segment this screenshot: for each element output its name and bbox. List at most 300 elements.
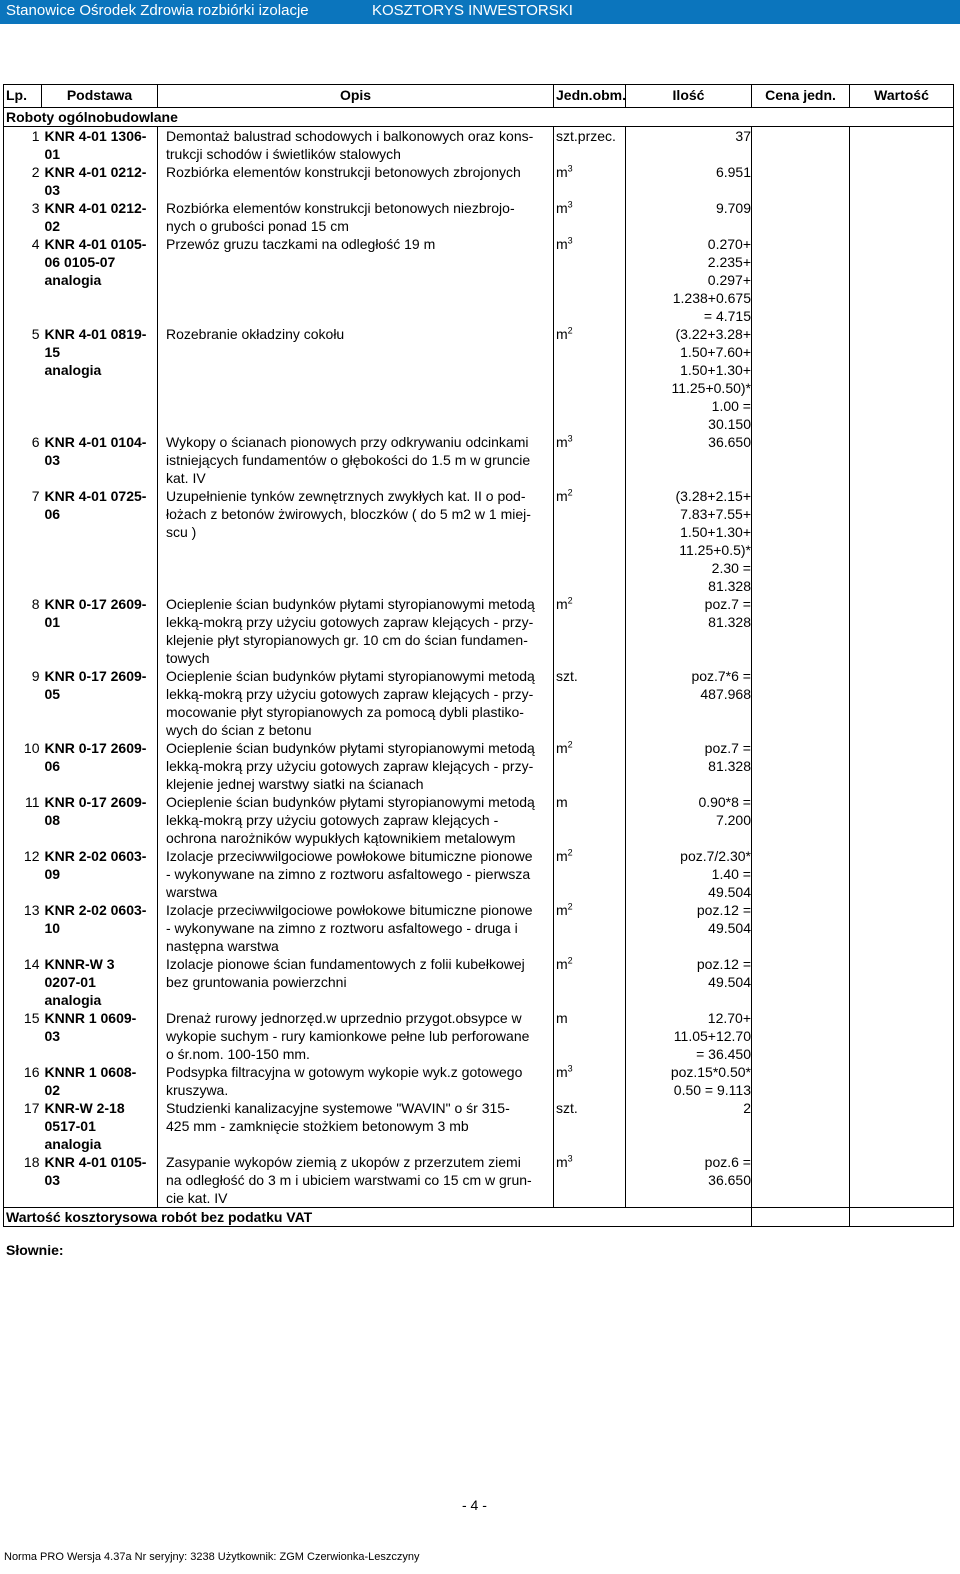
- basis-line: KNNR 1 0609-: [44, 1010, 137, 1026]
- total-label: Wartość kosztorysowa robót bez podatku VAT: [4, 1208, 752, 1227]
- row-number: 12: [4, 847, 42, 901]
- unit-cell: [554, 199, 626, 235]
- description-cell: [158, 127, 554, 164]
- unit-text: m: [556, 902, 568, 918]
- row-number: 5: [4, 325, 42, 433]
- value-cell: [850, 235, 954, 325]
- basis-line: KNR 4-01 0105-: [44, 236, 147, 252]
- basis-line: 02: [44, 1082, 61, 1098]
- row-number: 1: [4, 127, 42, 164]
- value-cell: [850, 433, 954, 487]
- description-line: - wykonywane na zimno z roztworu asfaltowego - pierwsza: [166, 866, 531, 882]
- unit-cell: [554, 739, 626, 793]
- basis-cell: [42, 433, 158, 487]
- cost-estimate-table: [3, 84, 954, 1227]
- quantity-line: = 4.715: [703, 308, 751, 324]
- header-document-type: KOSZTORYS INWESTORSKI: [372, 2, 573, 19]
- unit-price-cell: [752, 955, 850, 1009]
- quantity-line: poz.7/2.30*: [680, 848, 751, 864]
- unit-text: m: [556, 488, 568, 504]
- basis-line: 09: [44, 866, 61, 882]
- unit-exponent: 3: [567, 163, 573, 174]
- description-line: trukcji schodów i świetlików stalowych: [166, 146, 401, 162]
- basis-line: KNR 0-17 2609-: [44, 740, 147, 756]
- row-number: 7: [4, 487, 42, 595]
- basis-line: KNR 4-01 0212-: [44, 164, 147, 180]
- description-cell: [158, 667, 554, 739]
- description-line: kat. IV: [166, 470, 206, 486]
- table-row: [4, 127, 954, 164]
- basis-line: 03: [44, 1028, 61, 1044]
- unit-price-cell: [752, 1063, 850, 1099]
- row-number: 18: [4, 1153, 42, 1208]
- unit-cell: [554, 487, 626, 595]
- basis-line: 10: [44, 920, 61, 936]
- table-row: [4, 1063, 954, 1099]
- description-cell: [158, 235, 554, 325]
- table-row: [4, 235, 954, 325]
- description-cell: [158, 163, 554, 199]
- table-header-row: [4, 85, 954, 108]
- description-line: Ocieplenie ścian budynków płytami styropianowymi metodą: [166, 596, 535, 612]
- basis-line: analogia: [44, 272, 102, 288]
- unit-price-cell: [752, 793, 850, 847]
- quantity-line: poz.12 =: [696, 902, 751, 918]
- unit-exponent: 2: [567, 955, 573, 966]
- unit-price-cell: [752, 1099, 850, 1153]
- table-row: [4, 1009, 954, 1063]
- basis-cell: [42, 127, 158, 164]
- basis-cell: [42, 1063, 158, 1099]
- quantity-cell: [626, 847, 752, 901]
- unit-text: m: [556, 596, 568, 612]
- quantity-cell: [626, 163, 752, 199]
- description-line: Ocieplenie ścian budynków płytami styropianowymi metodą: [166, 740, 535, 756]
- amount-in-words-label: Słownie:: [6, 1242, 64, 1258]
- description-line: Izolacje przeciwwilgociowe powłokowe bitumiczne pionowe: [166, 848, 533, 864]
- value-cell: [850, 1063, 954, 1099]
- quantity-line: 11.25+0.5)*: [679, 542, 751, 558]
- quantity-line: 36.650: [708, 434, 751, 450]
- unit-text: m: [556, 848, 568, 864]
- unit-price-cell: [752, 325, 850, 433]
- unit-text: szt.: [556, 668, 578, 684]
- basis-cell: [42, 199, 158, 235]
- description-cell: [158, 1099, 554, 1153]
- description-cell: [158, 1009, 554, 1063]
- basis-cell: [42, 487, 158, 595]
- quantity-line: = 36.450: [696, 1046, 751, 1062]
- table-row: [4, 901, 954, 955]
- description-line: klejenie płyt styropianowych gr. 10 cm do ścian fundamen-: [166, 632, 528, 648]
- table-row: [4, 487, 954, 595]
- unit-price-cell: [752, 595, 850, 667]
- value-cell: [850, 595, 954, 667]
- quantity-line: 1.50+7.60+: [680, 344, 751, 360]
- description-line: lekką-mokrą przy użyciu gotowych zapraw klejących - przy-: [166, 614, 534, 630]
- unit-exponent: 2: [567, 901, 573, 912]
- unit-cell: [554, 325, 626, 433]
- row-number: 11: [4, 793, 42, 847]
- quantity-line: 7.83+7.55+: [680, 506, 751, 522]
- basis-line: KNR 0-17 2609-: [44, 596, 147, 612]
- value-cell: [850, 163, 954, 199]
- table-row: [4, 595, 954, 667]
- column-header-podstawa: Podstawa: [42, 85, 158, 108]
- unit-price-cell: [752, 235, 850, 325]
- basis-line: 03: [44, 452, 61, 468]
- description-line: Izolacje pionowe ścian fundamentowych z folii kubełkowej: [166, 956, 525, 972]
- basis-line: 0207-01: [44, 974, 96, 990]
- quantity-line: 11.25+0.50)*: [671, 380, 751, 396]
- value-cell: [850, 667, 954, 739]
- table-row: [4, 739, 954, 793]
- quantity-line: poz.7 =: [704, 596, 751, 612]
- unit-text: m: [556, 1010, 568, 1026]
- unit-text: szt.: [556, 1100, 578, 1116]
- description-line: ochrona narożników wypukłych kątownikiem metalowym: [166, 830, 516, 846]
- table-row: [4, 1153, 954, 1208]
- quantity-line: 1.40 =: [711, 866, 751, 882]
- basis-line: KNR 4-01 0725-: [44, 488, 147, 504]
- value-cell: [850, 1099, 954, 1153]
- quantity-line: poz.12 =: [696, 956, 751, 972]
- unit-cell: [554, 595, 626, 667]
- value-cell: [850, 127, 954, 164]
- description-line: Przewóz gruzu taczkami na odległość 19 m: [166, 236, 436, 252]
- unit-exponent: 2: [567, 487, 573, 498]
- column-header-jednostka: Jedn.obm.: [554, 85, 626, 108]
- description-line: o śr.nom. 100-150 mm.: [166, 1046, 310, 1062]
- quantity-line: 9.709: [715, 200, 751, 216]
- unit-text: szt.przec.: [556, 128, 616, 144]
- value-cell: [850, 901, 954, 955]
- unit-cell: [554, 793, 626, 847]
- quantity-line: 12.70+: [707, 1010, 751, 1026]
- quantity-cell: [626, 1009, 752, 1063]
- quantity-cell: [626, 595, 752, 667]
- quantity-line: poz.7*6 =: [691, 668, 751, 684]
- quantity-cell: [626, 793, 752, 847]
- unit-cell: [554, 1153, 626, 1208]
- row-number: 10: [4, 739, 42, 793]
- basis-cell: [42, 595, 158, 667]
- description-line: lekką-mokrą przy użyciu gotowych zapraw klejących -: [166, 812, 499, 828]
- description-cell: [158, 847, 554, 901]
- basis-line: KNR 4-01 0819-: [44, 326, 147, 342]
- basis-line: KNR 4-01 0104-: [44, 434, 147, 450]
- description-cell: [158, 595, 554, 667]
- unit-exponent: 3: [567, 199, 573, 210]
- value-cell: [850, 199, 954, 235]
- quantity-line: poz.7 =: [704, 740, 751, 756]
- quantity-cell: [626, 235, 752, 325]
- table-row: [4, 1099, 954, 1153]
- unit-exponent: 3: [567, 235, 573, 246]
- quantity-line: 6.951: [715, 164, 751, 180]
- description-cell: [158, 325, 554, 433]
- quantity-line: 37: [735, 128, 751, 144]
- quantity-line: (3.28+2.15+: [675, 488, 751, 504]
- basis-line: 03: [44, 1172, 61, 1188]
- quantity-line: 2: [743, 1100, 751, 1116]
- column-header-wartosc: Wartość: [850, 85, 954, 108]
- basis-line: 15: [44, 344, 61, 360]
- total-price-cell: [752, 1208, 850, 1227]
- basis-cell: [42, 793, 158, 847]
- basis-line: 0517-01: [44, 1118, 96, 1134]
- quantity-line: 36.650: [708, 1172, 751, 1188]
- basis-line: KNNR-W 3: [44, 956, 115, 972]
- basis-cell: [42, 163, 158, 199]
- basis-line: KNR 4-01 1306-: [44, 128, 147, 144]
- unit-price-cell: [752, 199, 850, 235]
- description-line: Podsypka filtracyjna w gotowym wykopie wyk.z gotowego: [166, 1064, 523, 1080]
- row-number: 9: [4, 667, 42, 739]
- description-line: Demontaż balustrad schodowych i balkonowych oraz kons-: [166, 128, 534, 144]
- description-cell: [158, 487, 554, 595]
- unit-text: m: [556, 164, 568, 180]
- row-number: 16: [4, 1063, 42, 1099]
- quantity-cell: [626, 1063, 752, 1099]
- row-number: 6: [4, 433, 42, 487]
- total-value-cell: [850, 1208, 954, 1227]
- section-title: Roboty ogólnobudowlane: [4, 108, 954, 127]
- row-number: 4: [4, 235, 42, 325]
- description-cell: [158, 901, 554, 955]
- quantity-line: 0.270+: [707, 236, 751, 252]
- basis-line: KNR 0-17 2609-: [44, 794, 147, 810]
- unit-text: m: [556, 1154, 568, 1170]
- basis-line: KNR-W 2-18: [44, 1100, 125, 1116]
- page-header: [0, 0, 960, 24]
- description-line: bez gruntowania powierzchni: [166, 974, 347, 990]
- basis-cell: [42, 739, 158, 793]
- unit-cell: [554, 847, 626, 901]
- quantity-line: 487.968: [700, 686, 751, 702]
- quantity-line: poz.15*0.50*: [670, 1064, 751, 1080]
- section-row: [4, 108, 954, 127]
- basis-line: 06 0105-07: [44, 254, 116, 270]
- unit-price-cell: [752, 433, 850, 487]
- quantity-line: 49.504: [708, 974, 751, 990]
- basis-line: 05: [44, 686, 61, 702]
- quantity-line: 1.00 =: [711, 398, 751, 414]
- quantity-line: poz.6 =: [704, 1154, 751, 1170]
- value-cell: [850, 1009, 954, 1063]
- basis-line: KNNR 1 0608-: [44, 1064, 137, 1080]
- description-line: łożach z betonów żwirowych, bloczków ( do 5 m2 w 1 miej-: [166, 506, 531, 522]
- quantity-cell: [626, 901, 752, 955]
- unit-text: m: [556, 434, 568, 450]
- unit-price-cell: [752, 127, 850, 164]
- table-row: [4, 163, 954, 199]
- unit-exponent: 3: [567, 1153, 573, 1164]
- basis-line: 02: [44, 218, 61, 234]
- description-cell: [158, 199, 554, 235]
- unit-cell: [554, 235, 626, 325]
- table-row: [4, 955, 954, 1009]
- description-cell: [158, 1153, 554, 1208]
- row-number: 8: [4, 595, 42, 667]
- description-line: następna warstwa: [166, 938, 279, 954]
- quantity-cell: [626, 739, 752, 793]
- description-line: Rozbiórka elementów konstrukcji betonowych niezbrojo-: [166, 200, 515, 216]
- description-line: nych o grubości ponad 15 cm: [166, 218, 349, 234]
- basis-line: 01: [44, 146, 61, 162]
- quantity-cell: [626, 667, 752, 739]
- description-line: Rozbiórka elementów konstrukcji betonowych zbrojonych: [166, 164, 521, 180]
- unit-text: m: [556, 200, 568, 216]
- unit-exponent: 3: [567, 433, 573, 444]
- basis-line: KNR 2-02 0603-: [44, 848, 147, 864]
- basis-cell: [42, 1153, 158, 1208]
- unit-cell: [554, 955, 626, 1009]
- row-number: 15: [4, 1009, 42, 1063]
- unit-exponent: 2: [567, 847, 573, 858]
- total-row: [4, 1208, 954, 1227]
- description-line: Rozebranie okładziny cokołu: [166, 326, 345, 342]
- basis-cell: [42, 667, 158, 739]
- quantity-line: 2.30 =: [711, 560, 751, 576]
- quantity-cell: [626, 433, 752, 487]
- basis-cell: [42, 1009, 158, 1063]
- basis-cell: [42, 901, 158, 955]
- basis-line: KNR 4-01 0105-: [44, 1154, 147, 1170]
- quantity-line: (3.22+3.28+: [675, 326, 751, 342]
- unit-cell: [554, 433, 626, 487]
- quantity-cell: [626, 199, 752, 235]
- unit-price-cell: [752, 847, 850, 901]
- quantity-line: 2.235+: [707, 254, 751, 270]
- description-line: lekką-mokrą przy użyciu gotowych zapraw klejących - przy-: [166, 686, 534, 702]
- unit-price-cell: [752, 163, 850, 199]
- basis-line: 06: [44, 758, 61, 774]
- unit-text: m: [556, 1064, 568, 1080]
- unit-text: m: [556, 794, 568, 810]
- unit-price-cell: [752, 901, 850, 955]
- page-number: - 4 -: [462, 1497, 487, 1513]
- quantity-line: 1.50+1.30+: [680, 362, 751, 378]
- description-line: mocowanie płyt styropianowych za pomocą dybli plastiko-: [166, 704, 524, 720]
- description-cell: [158, 433, 554, 487]
- unit-cell: [554, 127, 626, 164]
- description-line: scu ): [166, 524, 197, 540]
- description-line: Zasypanie wykopów ziemią z ukopów z przerzutem ziemi: [166, 1154, 521, 1170]
- description-line: Studzienki kanalizacyjne systemowe "WAVIN" o śr 315-: [166, 1100, 510, 1116]
- quantity-cell: [626, 1153, 752, 1208]
- quantity-cell: [626, 1099, 752, 1153]
- description-line: - wykonywane na zimno z roztworu asfaltowego - druga i: [166, 920, 518, 936]
- unit-text: m: [556, 956, 568, 972]
- row-number: 3: [4, 199, 42, 235]
- software-footer: Norma PRO Wersja 4.37a Nr seryjny: 3238 Użytkownik: ZGM Czerwionka-Leszczyny: [4, 1551, 420, 1563]
- basis-cell: [42, 1099, 158, 1153]
- quantity-line: 1.50+1.30+: [680, 524, 751, 540]
- description-cell: [158, 1063, 554, 1099]
- value-cell: [850, 793, 954, 847]
- table-row: [4, 667, 954, 739]
- unit-cell: [554, 1099, 626, 1153]
- column-header-ilosc: Ilość: [626, 85, 752, 108]
- value-cell: [850, 325, 954, 433]
- row-number: 14: [4, 955, 42, 1009]
- description-cell: [158, 793, 554, 847]
- quantity-line: 49.504: [708, 920, 751, 936]
- unit-cell: [554, 163, 626, 199]
- table-row: [4, 433, 954, 487]
- value-cell: [850, 487, 954, 595]
- header-project-title: Stanowice Ośrodek Zdrowia rozbiórki izolacje: [6, 2, 309, 19]
- description-line: klejenie jednej warstwy siatki na ścianach: [166, 776, 424, 792]
- description-line: towych: [166, 650, 210, 666]
- table-row: [4, 199, 954, 235]
- quantity-line: 11.05+12.70: [673, 1028, 751, 1044]
- quantity-line: 7.200: [715, 812, 751, 828]
- value-cell: [850, 1153, 954, 1208]
- unit-exponent: 2: [567, 739, 573, 750]
- row-number: 17: [4, 1099, 42, 1153]
- quantity-cell: [626, 487, 752, 595]
- unit-price-cell: [752, 739, 850, 793]
- unit-text: m: [556, 326, 568, 342]
- basis-line: KNR 4-01 0212-: [44, 200, 147, 216]
- basis-line: 08: [44, 812, 61, 828]
- basis-line: 01: [44, 614, 61, 630]
- quantity-line: 81.328: [708, 614, 751, 630]
- table-row: [4, 847, 954, 901]
- description-line: warstwa: [166, 884, 218, 900]
- unit-price-cell: [752, 1153, 850, 1208]
- unit-cell: [554, 667, 626, 739]
- unit-text: m: [556, 236, 568, 252]
- quantity-line: 0.90*8 =: [698, 794, 751, 810]
- unit-price-cell: [752, 487, 850, 595]
- description-line: cie kat. IV: [166, 1190, 228, 1206]
- basis-line: 06: [44, 506, 61, 522]
- basis-line: KNR 0-17 2609-: [44, 668, 147, 684]
- description-line: istniejących fundamentów o głębokości do 1.5 m w gruncie: [166, 452, 531, 468]
- column-header-lp: Lp.: [4, 85, 42, 108]
- unit-price-cell: [752, 1009, 850, 1063]
- column-header-cena: Cena jedn.: [752, 85, 850, 108]
- quantity-line: 0.297+: [707, 272, 751, 288]
- value-cell: [850, 739, 954, 793]
- description-line: Ocieplenie ścian budynków płytami styropianowymi metodą: [166, 794, 535, 810]
- unit-cell: [554, 1009, 626, 1063]
- description-line: Izolacje przeciwwilgociowe powłokowe bitumiczne pionowe: [166, 902, 533, 918]
- description-line: wych do ścian z betonu: [166, 722, 312, 738]
- value-cell: [850, 955, 954, 1009]
- unit-cell: [554, 1063, 626, 1099]
- description-cell: [158, 739, 554, 793]
- description-cell: [158, 955, 554, 1009]
- table-row: [4, 793, 954, 847]
- unit-exponent: 2: [567, 325, 573, 336]
- row-number: 2: [4, 163, 42, 199]
- description-line: 425 mm - zamknięcie stożkiem betonowym 3 mb: [166, 1118, 469, 1134]
- description-line: Uzupełnienie tynków zewnętrznych zwykłych kat. II o pod-: [166, 488, 526, 504]
- row-number: 13: [4, 901, 42, 955]
- quantity-cell: [626, 127, 752, 164]
- basis-cell: [42, 235, 158, 325]
- quantity-cell: [626, 325, 752, 433]
- quantity-cell: [626, 955, 752, 1009]
- unit-cell: [554, 901, 626, 955]
- quantity-line: 0.50 = 9.113: [673, 1082, 751, 1098]
- description-line: Ocieplenie ścian budynków płytami styropianowymi metodą: [166, 668, 535, 684]
- unit-text: m: [556, 740, 568, 756]
